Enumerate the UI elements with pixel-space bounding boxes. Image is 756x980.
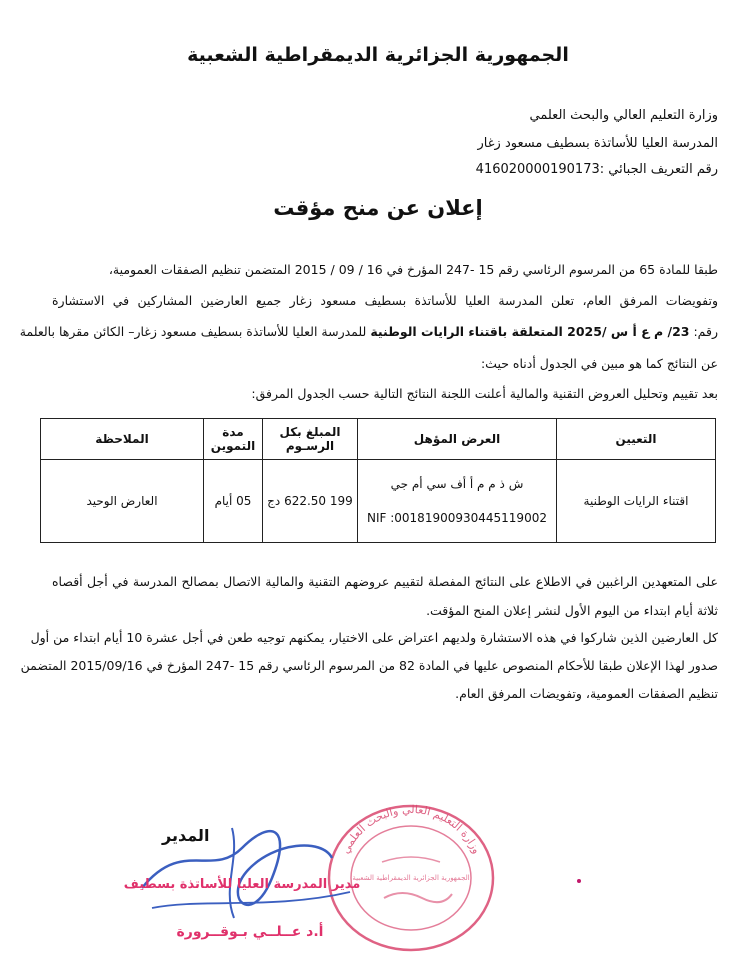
paragraph-4-line-1: كل العارضين الذين شاركوا في هذه الاستشارة ولديهم اعتراض على الاختيار، يمكنهم توجيه طعن في أجل عشرة 10 أيام ابتداء من أول <box>30 630 718 645</box>
consultation-number: 23/ م ع أ س /2025 المتعلقة باقتناء الرايات الوطنية <box>370 324 690 339</box>
stamp-inner-text: الجمهورية الجزائرية الديمقراطية الشعبية <box>352 874 470 882</box>
offer-name: ش ذ م م أ أف سي أم جي <box>390 477 524 491</box>
header-amount-l1: المبلغ بكل <box>279 425 341 439</box>
header-offer: العرض المؤهل <box>358 419 557 460</box>
announcement-title: إعلان عن منح مؤقت <box>273 196 483 220</box>
signature-title: مدير المدرسة العليا للأساتذة بسطيف <box>123 877 361 892</box>
header-designation: التعيين <box>557 419 716 460</box>
header-duration <box>204 419 263 460</box>
paragraph-3-line-1: على المتعهدين الراغبين في الاطلاع على النتائج المفصلة لتقييم عروضهم التقنية والمالية الاتصال بمصالح المدرسة في أجل أقصاه <box>52 574 718 589</box>
consultation-subject: للمدرسة العليا للأساتذة بسطيف مسعود زغار– الكائن مقرها بالعلمة <box>19 324 371 339</box>
stamp-top-text: وزارة التعليم العالي والبحث العلمي <box>338 802 484 856</box>
school-line: المدرسة العليا للأساتذة بسطيف مسعود زغار <box>477 136 718 151</box>
paragraph-3-line-2: ثلاثة أيام ابتداء من اليوم الأول لنشر إعلان المنح المؤقت. <box>426 603 718 618</box>
results-table <box>40 418 716 543</box>
cell-designation: اقتناء الرايات الوطنية <box>557 460 716 543</box>
director-label: المدير <box>162 826 210 845</box>
cell-duration: 05 أيام <box>204 460 263 543</box>
header-notes: الملاحظة <box>41 419 204 460</box>
consultation-number-label: رقم: <box>689 324 718 339</box>
director-signature <box>122 818 362 978</box>
cell-offer <box>358 460 557 543</box>
paragraph-4-line-2: صدور لهذا الإعلان طبقا للأحكام المنصوص عليها في المادة 82 من المرسوم الرئاسي رقم 15 -247 المؤرخ في 2015/09/16 المتضمن <box>20 658 718 673</box>
offer-nif: NIF :00181900930445119002 <box>367 511 547 525</box>
cell-notes: العارض الوحيد <box>41 460 204 543</box>
paragraph-1-line-1: طبقا للمادة 65 من المرسوم الرئاسي رقم 15 -247 المؤرخ في 16 / 09 / 2015 المتضمن تنظيم الصفقات العمومية، <box>108 262 718 277</box>
paragraph-2: بعد تقييم وتحليل العروض التقنية والمالية أعلنت اللجنة النتائج التالية حسب الجدول المرفق: <box>251 386 718 401</box>
tax-id-line: رقم التعريف الجبائي :416020000190173 <box>475 162 718 177</box>
ink-dot <box>577 879 581 883</box>
table-header-row <box>41 419 716 460</box>
cell-amount: 199 622.50 دج <box>263 460 358 543</box>
header-duration-l1: مدة <box>222 425 244 439</box>
ministry-line: وزارة التعليم العالي والبحث العلمي <box>529 108 718 123</box>
header-amount <box>263 419 358 460</box>
paragraph-1-line-2: وتفويضات المرفق العام، تعلن المدرسة العليا للأساتذة بسطيف مسعود زغار جميع العارضين المشاركين في الاستشارة <box>52 293 718 308</box>
header-duration-l2: التموين <box>210 439 256 453</box>
republic-heading: الجمهورية الجزائرية الديمقراطية الشعبية <box>187 44 569 66</box>
paragraph-1-line-4: عن النتائج كما هو مبين في الجدول أدناه حيث: <box>480 356 718 371</box>
paragraph-1-line-3 <box>19 324 718 339</box>
header-amount-l2: الرسـوم <box>285 439 335 453</box>
table-row <box>41 460 716 543</box>
signature-name: أ.د عــلــي بـوقــرورة <box>176 924 324 940</box>
paragraph-4-line-3: تنظيم الصفقات العمومية، وتفويضات المرفق العام. <box>455 686 718 701</box>
